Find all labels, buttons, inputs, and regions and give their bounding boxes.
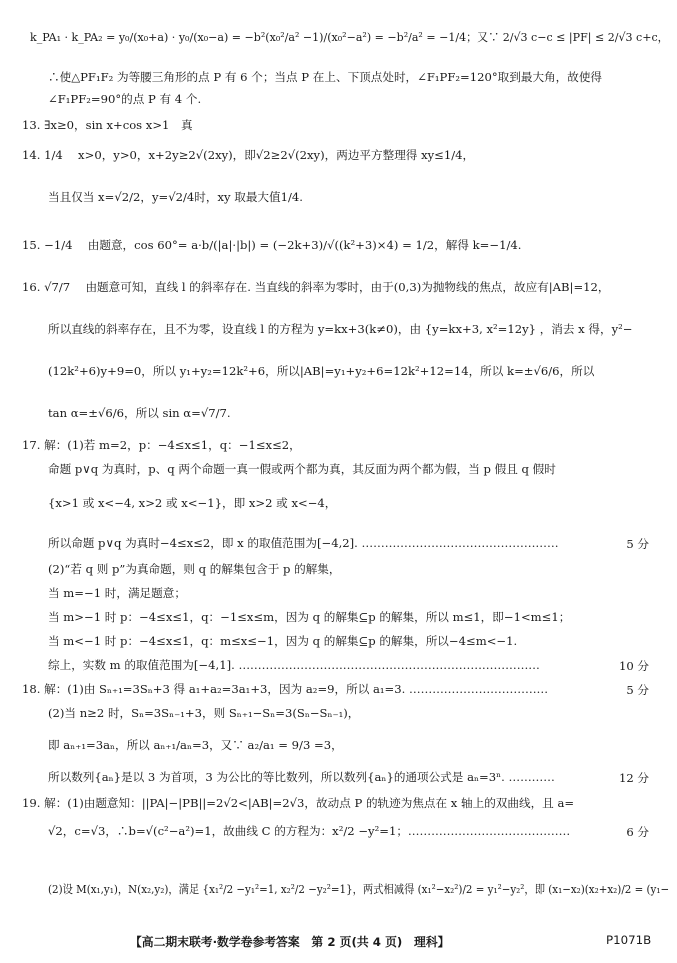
problem-17: 17. 解：(1)若 m=2，p：−4≤x≤1，q：−1≤x≤2，: [22, 438, 301, 452]
text-line: k_PA₁ · k_PA₂ = y₀/(x₀+a) · y₀/(x₀−a) = −b²(x₀²/a² −1)/(x₀²−a²) = −b²/a² = −1/4；又∵ 2/√3 c−c ≤ |PF| ≤ 2/√3 c+c，: [30, 30, 669, 44]
score-mark: 5 分: [626, 537, 649, 551]
text-line: {x>1 或 x<−4, x>2 或 x<−1}，即 x>2 或 x<−4，: [48, 496, 337, 510]
score-mark: 10 分: [618, 659, 649, 673]
text-line: (2)当 n≥2 时，Sₙ=3Sₙ₋₁+3，则 Sₙ₊₁−Sₙ=3(Sₙ−Sₙ₋₁)，: [48, 706, 360, 720]
footer-title: 【高二期末联考·数学卷参考答案 第 2 页(共 4 页) 理科】: [130, 935, 450, 949]
score-mark: 6 分: [626, 825, 649, 839]
text-line: 所以命题 p∨q 为真时−4≤x≤2，即 x 的取值范围为[−4,2]. ……………………………………………: [48, 536, 559, 550]
problem-14: 14. 1/4 x>0，y>0，x+2y≥2√(2xy)，即√2≥2√(2xy)，两边平方整理得 xy≤1/4，: [22, 148, 475, 162]
problem-19: 19. 解：(1)由题意知：||PA|−|PB||=2√2<|AB|=2√3，故动点 P 的轨迹为焦点在 x 轴上的双曲线，且 a=: [22, 796, 575, 810]
text-line: 所以数列{aₙ}是以 3 为首项，3 为公比的等比数列，所以数列{aₙ}的通项公式是 aₙ=3ⁿ. …………: [48, 770, 555, 784]
text-line: ∴使△PF₁F₂ 为等腰三角形的点 P 有 6 个；当点 P 在上、下顶点处时，∠F₁PF₂=120°取到最大角，故使得: [48, 70, 603, 84]
text-line: 当且仅当 x=√2/2，y=√2/4时，xy 取最大值1/4.: [48, 190, 303, 204]
text-line: √2，c=√3，∴b=√(c²−a²)=1，故曲线 C 的方程为：x²/2 −y²=1；……………………………………: [48, 824, 571, 838]
problem-13: 13. ∃x≥0，sin x+cos x>1 真: [22, 118, 193, 132]
text-line: 综上，实数 m 的取值范围为[−4,1]. ……………………………………………………………………: [48, 658, 540, 672]
text-line: tan α=±√6/6，所以 sin α=√7/7.: [48, 406, 231, 420]
problem-15: 15. −1/4 由题意，cos 60°= a·b/(|a|·|b|) = (−2k+3)/√((k²+3)×4) = 1/2，解得 k=−1/4.: [22, 238, 522, 252]
text-line: 当 m>−1 时 p：−4≤x≤1，q：−1≤x≤m，因为 q 的解集⊆p 的解集，所以 m≤1，即−1<m≤1；: [48, 610, 571, 624]
problem-18: 18. 解：(1)由 Sₙ₊₁=3Sₙ+3 得 a₁+a₂=3a₁+3，因为 a₂=9，所以 a₁=3. ………………………………: [22, 682, 549, 696]
text-line: 命题 p∨q 为真时，p、q 两个命题一真一假或两个都为真，其反面为两个都为假，当 p 假且 q 假时: [48, 462, 556, 476]
score-mark: 12 分: [618, 771, 649, 785]
footer-code: P1071B: [606, 933, 652, 947]
text-line: (12k²+6)y+9=0，所以 y₁+y₂=12k²+6，所以|AB|=y₁+y₂+6=12k²+12=14，所以 k=±√6/6，所以: [48, 364, 595, 378]
text-line: (2)设 M(x₁,y₁)，N(x₂,y₂)，满足 {x₁²/2 −y₁²=1, x₂²/2 −y₂²=1}，两式相减得 (x₁²−x₂²)/2 = y₁²−y₂²，即 (x₁−x₂)(x₂+x₂)/2 = (y₁−: [48, 882, 670, 896]
text-line: (2)“若 q 则 p”为真命题，则 q 的解集包含于 p 的解集，: [48, 562, 341, 576]
text-line: 即 aₙ₊₁=3aₙ，所以 aₙ₊₁/aₙ=3，又∵ a₂/a₁ = 9/3 =3，: [48, 738, 343, 752]
score-mark: 5 分: [626, 683, 649, 697]
text-line: 当 m=−1 时，满足题意；: [48, 586, 186, 600]
problem-16: 16. √7/7 由题意可知，直线 l 的斜率存在. 当直线的斜率为零时，由于(0,3)为抛物线的焦点，故应有|AB|=12，: [22, 280, 610, 294]
text-line: ∠F₁PF₂=90°的点 P 有 4 个.: [48, 92, 202, 106]
text-line: 当 m<−1 时 p：−4≤x≤1，q：m≤x≤−1，因为 q 的解集⊆p 的解集，所以−4≤m<−1.: [48, 634, 518, 648]
text-line: 所以直线的斜率存在，且不为零，设直线 l 的方程为 y=kx+3(k≠0)，由 {y=kx+3, x²=12y} ，消去 x 得，y²−: [48, 322, 633, 336]
